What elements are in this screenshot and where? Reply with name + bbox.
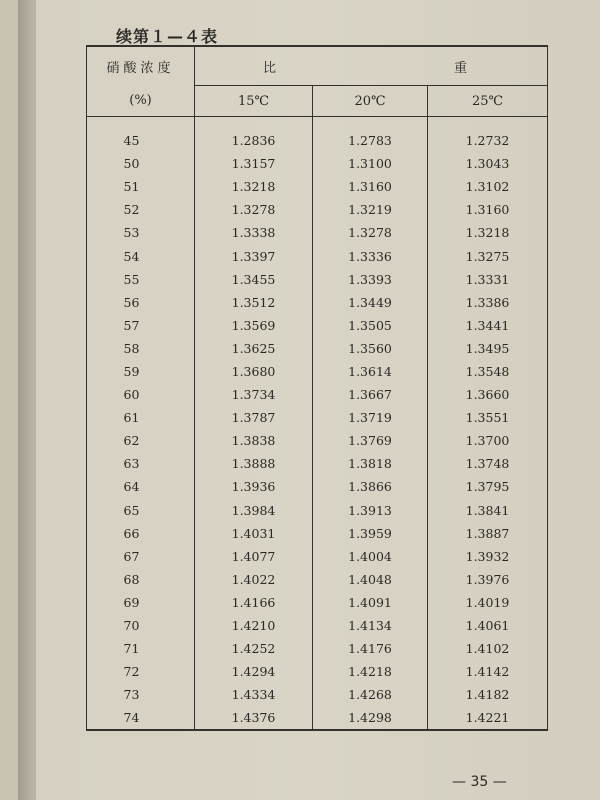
- specific-gravity-cell: 1.3278: [313, 221, 428, 244]
- specific-gravity-cell: 1.3719: [313, 406, 428, 429]
- table-row: [87, 614, 548, 637]
- specific-gravity-cell: 1.4221: [428, 706, 548, 730]
- table-row: [87, 268, 548, 291]
- concentration-cell: 59: [87, 360, 195, 383]
- concentration-cell: 74: [87, 706, 195, 730]
- table-row: [87, 452, 548, 475]
- group-label-left: 比: [263, 60, 277, 76]
- table-body: [87, 117, 548, 731]
- specific-gravity-cell: 1.3560: [313, 337, 428, 360]
- specific-gravity-cell: 1.3455: [195, 268, 313, 291]
- specific-gravity-cell: 1.3157: [195, 152, 313, 175]
- specific-gravity-cell: 1.4294: [195, 660, 313, 683]
- page-number: — 35 —: [452, 774, 507, 790]
- temp-header-20: 20℃: [313, 86, 428, 117]
- specific-gravity-cell: 1.4298: [313, 706, 428, 730]
- specific-gravity-cell: 1.4061: [428, 614, 548, 637]
- table-row: [87, 568, 548, 591]
- specific-gravity-cell: 1.3667: [313, 383, 428, 406]
- specific-gravity-cell: 1.3614: [313, 360, 428, 383]
- table-row: [87, 221, 548, 244]
- concentration-cell: 57: [87, 314, 195, 337]
- specific-gravity-cell: 1.3219: [313, 198, 428, 221]
- concentration-cell: 69: [87, 591, 195, 614]
- specific-gravity-cell: 1.4334: [195, 683, 313, 706]
- specific-gravity-cell: 1.3505: [313, 314, 428, 337]
- table-row: [87, 117, 548, 153]
- concentration-cell: 71: [87, 637, 195, 660]
- specific-gravity-cell: 1.3275: [428, 244, 548, 267]
- concentration-cell: 73: [87, 683, 195, 706]
- table-row: [87, 337, 548, 360]
- specific-gravity-cell: 1.4004: [313, 545, 428, 568]
- specific-gravity-cell: 1.4031: [195, 522, 313, 545]
- table-row: [87, 406, 548, 429]
- group-label-right: 重: [453, 60, 467, 76]
- specific-gravity-cell: 1.4376: [195, 706, 313, 730]
- specific-gravity-cell: 1.3218: [195, 175, 313, 198]
- density-table: [86, 45, 548, 731]
- concentration-cell: 54: [87, 244, 195, 267]
- unit-header: (%): [87, 86, 195, 117]
- specific-gravity-cell: 1.3551: [428, 406, 548, 429]
- specific-gravity-cell: 1.3700: [428, 429, 548, 452]
- specific-gravity-cell: 1.3913: [313, 499, 428, 522]
- specific-gravity-cell: 1.3397: [195, 244, 313, 267]
- table-row: [87, 198, 548, 221]
- specific-gravity-cell: 1.3386: [428, 291, 548, 314]
- specific-gravity-cell: 1.3336: [313, 244, 428, 267]
- specific-gravity-cell: 1.3441: [428, 314, 548, 337]
- specific-gravity-cell: 1.4077: [195, 545, 313, 568]
- specific-gravity-cell: 1.4218: [313, 660, 428, 683]
- concentration-cell: 55: [87, 268, 195, 291]
- specific-gravity-cell: 1.2836: [195, 117, 313, 153]
- specific-gravity-cell: 1.3449: [313, 291, 428, 314]
- specific-gravity-cell: 1.3932: [428, 545, 548, 568]
- concentration-cell: 50: [87, 152, 195, 175]
- concentration-cell: 56: [87, 291, 195, 314]
- specific-gravity-cell: 1.3160: [313, 175, 428, 198]
- specific-gravity-cell: 1.4142: [428, 660, 548, 683]
- concentration-cell: 70: [87, 614, 195, 637]
- table-row: [87, 291, 548, 314]
- specific-gravity-cell: 1.2783: [313, 117, 428, 153]
- table-row: [87, 660, 548, 683]
- concentration-header: 硝酸浓度: [87, 46, 195, 86]
- table-row: [87, 475, 548, 498]
- concentration-cell: 51: [87, 175, 195, 198]
- concentration-cell: 62: [87, 429, 195, 452]
- table-row: [87, 499, 548, 522]
- specific-gravity-cell: 1.3748: [428, 452, 548, 475]
- table-row: [87, 429, 548, 452]
- concentration-cell: 63: [87, 452, 195, 475]
- specific-gravity-cell: 1.3959: [313, 522, 428, 545]
- specific-gravity-cell: 1.4022: [195, 568, 313, 591]
- specific-gravity-cell: 1.3787: [195, 406, 313, 429]
- table-row: [87, 522, 548, 545]
- concentration-cell: 45: [87, 117, 195, 153]
- specific-gravity-cell: 1.3278: [195, 198, 313, 221]
- concentration-cell: 68: [87, 568, 195, 591]
- specific-gravity-cell: 1.3512: [195, 291, 313, 314]
- page-fold: [18, 0, 36, 800]
- table-row: [87, 244, 548, 267]
- table-row: [87, 591, 548, 614]
- specific-gravity-cell: 1.3102: [428, 175, 548, 198]
- concentration-cell: 72: [87, 660, 195, 683]
- specific-gravity-cell: 1.3495: [428, 337, 548, 360]
- table-title: 续第１—４表: [116, 27, 219, 46]
- temp-header-25: 25℃: [428, 86, 548, 117]
- specific-gravity-cell: 1.3660: [428, 383, 548, 406]
- table-row: [87, 360, 548, 383]
- concentration-cell: 67: [87, 545, 195, 568]
- concentration-cell: 61: [87, 406, 195, 429]
- specific-gravity-cell: 1.4176: [313, 637, 428, 660]
- specific-gravity-cell: 1.3625: [195, 337, 313, 360]
- specific-gravity-cell: 1.4166: [195, 591, 313, 614]
- specific-gravity-cell: 1.3769: [313, 429, 428, 452]
- specific-gravity-cell: 1.3936: [195, 475, 313, 498]
- specific-gravity-cell: 1.2732: [428, 117, 548, 153]
- specific-gravity-cell: 1.3838: [195, 429, 313, 452]
- table-row: [87, 683, 548, 706]
- specific-gravity-cell: 1.3984: [195, 499, 313, 522]
- specific-gravity-cell: 1.3887: [428, 522, 548, 545]
- specific-gravity-cell: 1.3043: [428, 152, 548, 175]
- table-row: [87, 637, 548, 660]
- specific-gravity-cell: 1.3569: [195, 314, 313, 337]
- table-row: [87, 314, 548, 337]
- specific-gravity-cell: 1.3218: [428, 221, 548, 244]
- specific-gravity-cell: 1.4091: [313, 591, 428, 614]
- specific-gravity-cell: 1.3331: [428, 268, 548, 291]
- specific-gravity-cell: 1.3866: [313, 475, 428, 498]
- specific-gravity-cell: 1.3100: [313, 152, 428, 175]
- specific-gravity-cell: 1.4102: [428, 637, 548, 660]
- table-row: [87, 545, 548, 568]
- specific-gravity-cell: 1.4019: [428, 591, 548, 614]
- concentration-cell: 65: [87, 499, 195, 522]
- specific-gravity-cell: 1.4182: [428, 683, 548, 706]
- specific-gravity-cell: 1.3393: [313, 268, 428, 291]
- concentration-cell: 53: [87, 221, 195, 244]
- specific-gravity-cell: 1.3160: [428, 198, 548, 221]
- concentration-cell: 66: [87, 522, 195, 545]
- specific-gravity-header: [195, 46, 548, 86]
- specific-gravity-cell: 1.3680: [195, 360, 313, 383]
- specific-gravity-cell: 1.3338: [195, 221, 313, 244]
- specific-gravity-cell: 1.4252: [195, 637, 313, 660]
- table-row: [87, 383, 548, 406]
- table-row: [87, 152, 548, 175]
- concentration-cell: 64: [87, 475, 195, 498]
- specific-gravity-cell: 1.3795: [428, 475, 548, 498]
- specific-gravity-cell: 1.3976: [428, 568, 548, 591]
- temp-header-15: 15℃: [195, 86, 313, 117]
- specific-gravity-cell: 1.3841: [428, 499, 548, 522]
- specific-gravity-cell: 1.3734: [195, 383, 313, 406]
- table-row: [87, 706, 548, 730]
- specific-gravity-cell: 1.4048: [313, 568, 428, 591]
- specific-gravity-cell: 1.4210: [195, 614, 313, 637]
- specific-gravity-cell: 1.4134: [313, 614, 428, 637]
- specific-gravity-cell: 1.3818: [313, 452, 428, 475]
- concentration-cell: 52: [87, 198, 195, 221]
- specific-gravity-cell: 1.3548: [428, 360, 548, 383]
- specific-gravity-cell: 1.3888: [195, 452, 313, 475]
- table-row: [87, 175, 548, 198]
- specific-gravity-cell: 1.4268: [313, 683, 428, 706]
- concentration-cell: 58: [87, 337, 195, 360]
- concentration-cell: 60: [87, 383, 195, 406]
